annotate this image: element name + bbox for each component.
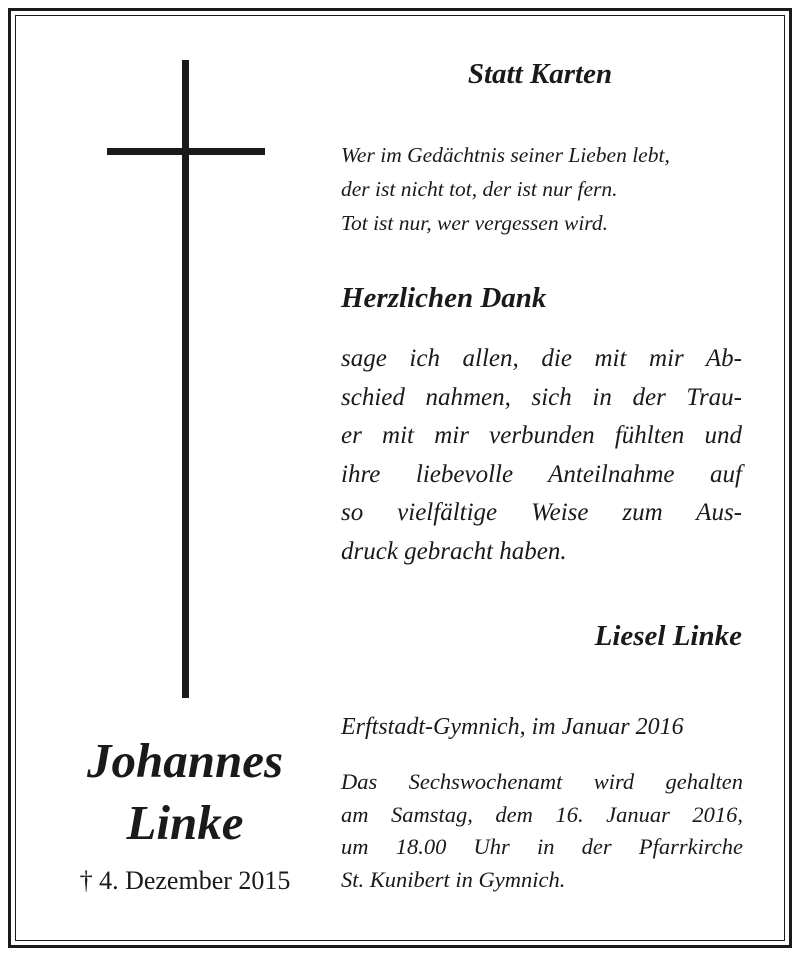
thanks-line: er mit mir verbunden fühlten und	[341, 422, 742, 450]
cross-vertical-bar	[182, 60, 189, 698]
signer-name: Liesel Linke	[594, 620, 742, 652]
poem-line: Tot ist nur, wer vergessen wird.	[341, 211, 608, 235]
deceased-name	[40, 730, 330, 854]
thanks-line: druck gebracht haben.	[341, 537, 567, 565]
poem-line: der ist nicht tot, der ist nur fern.	[341, 177, 618, 201]
deceased-first-name: Johannes	[86, 733, 284, 788]
thanks-line: sage ich allen, die mit mir Ab-	[341, 345, 742, 372]
death-date: † 4. Dezember 2015	[79, 866, 291, 895]
thanks-line: ihre liebevolle Anteilnahme auf	[341, 460, 742, 488]
deceased-last-name: Linke	[126, 795, 244, 850]
memorial-poem	[341, 138, 751, 240]
cross-horizontal-bar	[107, 148, 265, 155]
service-line: um 18.00 Uhr in der Pfarrkirche	[341, 834, 743, 860]
thanks-heading: Herzlichen Dank	[341, 282, 547, 314]
thanks-line: so vielfältige Weise zum Aus-	[341, 499, 742, 527]
service-line: am Samstag, dem 16. Januar 2016,	[341, 801, 743, 827]
service-notice	[341, 766, 743, 896]
heading-statt-karten: Statt Karten	[467, 58, 613, 90]
thanks-text	[341, 340, 742, 572]
service-line: St. Kunibert in Gymnich.	[341, 866, 566, 892]
poem-line: Wer im Gedächtnis seiner Lieben lebt,	[341, 143, 670, 167]
place-and-date: Erftstadt-Gymnich, im Januar 2016	[341, 714, 684, 740]
service-line: Das Sechswochenamt wird gehalten	[341, 769, 743, 794]
thanks-line: schied nahmen, sich in der Trau-	[341, 383, 742, 411]
